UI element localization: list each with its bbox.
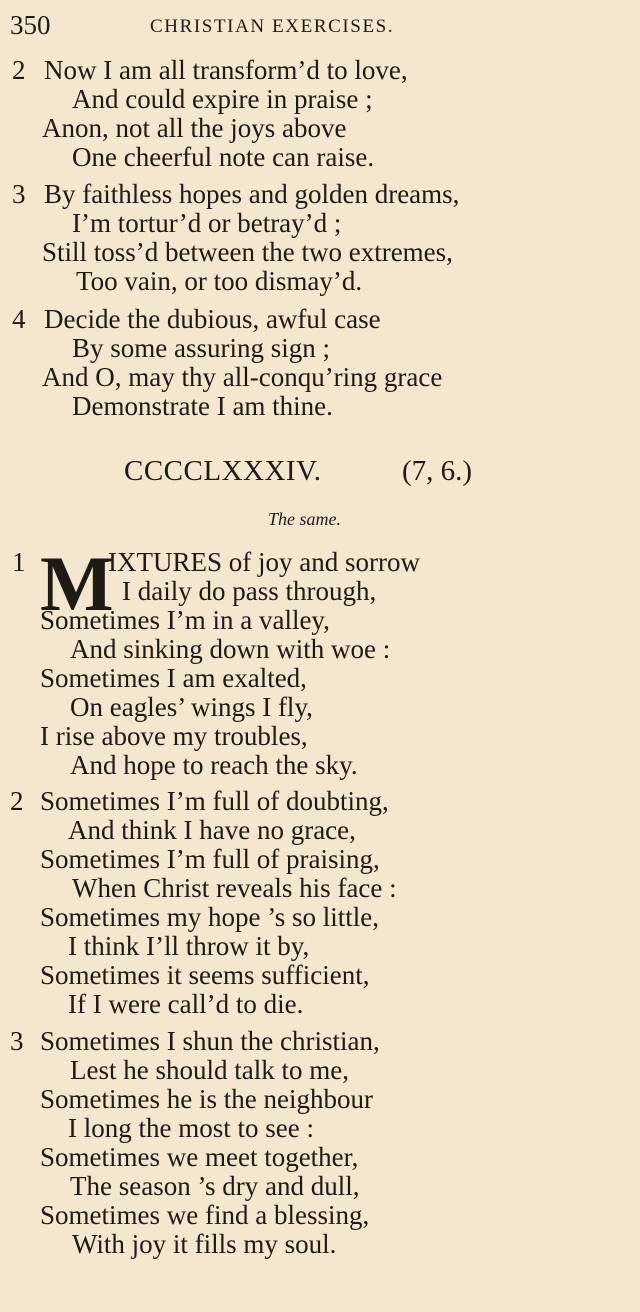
verse-line: Too vain, or too dismay’d. — [76, 266, 363, 296]
page-header — [10, 10, 640, 42]
verse-line: By faithless hopes and golden dreams, — [44, 179, 460, 209]
verse-line: Sometimes I’m full of praising, — [40, 844, 380, 874]
verse-line: When Christ reveals his face : — [72, 873, 397, 903]
verse-line: I’m tortur’d or betray’d ; — [72, 208, 342, 238]
verse-line: IXTURES of joy and sorrow — [108, 547, 420, 577]
verse-line: If I were call’d to die. — [68, 989, 304, 1019]
verse-number: 2 — [12, 55, 26, 85]
verse-number: 3 — [12, 179, 26, 209]
verse-number: 4 — [12, 304, 26, 334]
verse-line: Sometimes it seems sufficient, — [40, 960, 370, 990]
verse-line: I long the most to see : — [68, 1113, 314, 1143]
running-head: CHRISTIAN EXERCISES. — [150, 16, 395, 37]
verse-line: One cheerful note can raise. — [72, 142, 375, 172]
verse-line: Sometimes I shun the christian, — [40, 1026, 380, 1056]
verse-line: With joy it fills my soul. — [72, 1229, 337, 1259]
verse-line: Sometimes I am exalted, — [40, 663, 307, 693]
verse-line: I daily do pass through, — [122, 576, 377, 606]
verse-number: 1 — [12, 547, 26, 577]
page-number: 350 — [10, 10, 51, 40]
verse-line: Sometimes we meet together, — [40, 1142, 359, 1172]
hymn-number: CCCCLXXXIV. — [124, 455, 322, 487]
verse-line: And hope to reach the sky. — [70, 750, 358, 780]
verse-line: Sometimes my hope ’s so little, — [40, 902, 379, 932]
verse-number: 3 — [10, 1026, 24, 1056]
verse-line: And sinking down with woe : — [70, 634, 391, 664]
verse-line: The season ’s dry and dull, — [70, 1171, 360, 1201]
verse-line: Sometimes I’m in a valley, — [40, 605, 330, 635]
verse-line: On eagles’ wings I fly, — [70, 692, 313, 722]
verse-line: Demonstrate I am thine. — [72, 391, 333, 421]
hymn-subtitle: The same. — [268, 509, 341, 529]
verse-line: And O, may thy all-conqu’ring grace — [42, 362, 443, 392]
verse-line: Sometimes he is the neighbour — [40, 1084, 373, 1114]
verse-line: Sometimes we find a blessing, — [40, 1200, 370, 1230]
drop-cap: M — [40, 540, 114, 627]
verse-line: By some assuring sign ; — [72, 333, 331, 363]
verse-number: 2 — [10, 786, 24, 816]
verse-line: And think I have no grace, — [68, 815, 356, 845]
verse-line: Anon, not all the joys above — [42, 113, 347, 143]
verse-line: Now I am all transform’d to love, — [44, 55, 408, 85]
verse-line: I rise above my troubles, — [40, 721, 308, 751]
verse-line: Decide the dubious, awful case — [44, 304, 381, 334]
verse-line: Lest he should talk to me, — [70, 1055, 349, 1085]
verse-line: Sometimes I’m full of doubting, — [40, 786, 389, 816]
verse-line: Still toss’d between the two extremes, — [42, 237, 453, 267]
verse-line: I think I’ll throw it by, — [68, 931, 310, 961]
hymn-meter: (7, 6.) — [402, 455, 473, 487]
verse-line: And could expire in praise ; — [72, 84, 373, 114]
